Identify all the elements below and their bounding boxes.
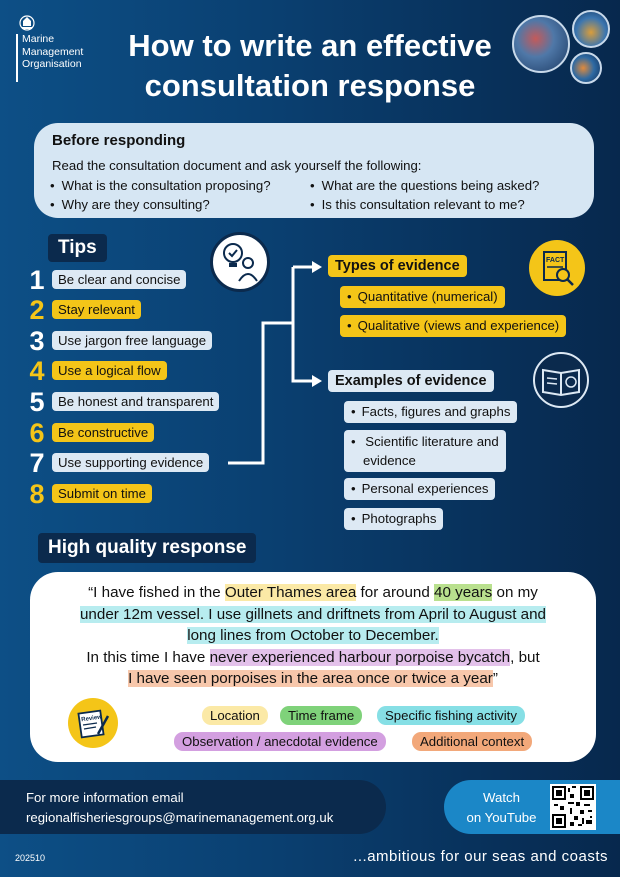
youtube-link[interactable] xyxy=(444,780,620,834)
svg-text:FACT: FACT xyxy=(546,257,565,264)
qr-code[interactable] xyxy=(550,784,596,830)
page-title: How to write an effective consultation response xyxy=(128,28,492,103)
tip-number: 6 xyxy=(29,418,45,448)
legend-time-frame: Time frame xyxy=(280,706,362,725)
review-document-icon xyxy=(68,698,118,748)
tip-label: Be honest and transparent xyxy=(52,392,219,411)
tip-label: Submit on time xyxy=(52,484,152,503)
tips-heading: Tips xyxy=(48,234,107,262)
tip-label: Use supporting evidence xyxy=(52,453,209,472)
evidence-type-item: • Qualitative (views and experience) xyxy=(340,315,566,337)
evidence-example-item: • Personal experiences xyxy=(344,478,495,500)
harbour-photo xyxy=(572,10,610,48)
document-code: 202510 xyxy=(15,853,46,863)
evidence-example-item: • Photographs xyxy=(344,508,443,530)
contact-info xyxy=(0,780,386,834)
tip-label: Stay relevant xyxy=(52,300,141,319)
examples-of-evidence-heading: Examples of evidence xyxy=(328,370,494,392)
question-item: • What are the questions being asked? xyxy=(310,176,539,195)
tip-number: 7 xyxy=(29,448,45,478)
evidence-type-item: • Quantitative (numerical) xyxy=(340,286,505,308)
tagline: ...ambitious for our seas and coasts xyxy=(353,848,608,865)
question-item: • Why are they consulting? xyxy=(50,195,271,214)
evidence-example-item: • Scientific literature and evidence xyxy=(344,430,506,472)
legend-observation: Observation / anecdotal evidence xyxy=(174,732,386,751)
royal-crest-icon xyxy=(18,14,36,32)
types-of-evidence-heading: Types of evidence xyxy=(328,255,467,277)
tip-number: 1 xyxy=(29,265,45,295)
before-heading: Before responding xyxy=(52,132,186,149)
contact-email-link[interactable]: regionalfisheriesgroups@marinemanagement.org.uk xyxy=(26,810,334,825)
legend-additional-context: Additional context xyxy=(412,732,532,751)
org-name: Marine Management Organisation xyxy=(22,33,84,70)
question-list-left xyxy=(50,176,271,214)
highlight-location: Outer Thames area xyxy=(224,584,357,601)
highlight-fishing-activity: under 12m vessel. I use gillnets and driftnets from April to August and xyxy=(79,605,546,623)
question-item: • Is this consultation relevant to me? xyxy=(310,195,539,214)
legend-fishing-activity: Specific fishing activity xyxy=(377,706,525,725)
fish-photo xyxy=(570,52,602,84)
tip-label: Use a logical flow xyxy=(52,361,167,380)
contact-intro: For more information email xyxy=(26,790,184,805)
open-book-icon xyxy=(533,352,589,408)
high-quality-response-heading: High quality response xyxy=(38,533,256,563)
highlight-fishing-activity: long lines from October to December. xyxy=(187,627,439,644)
question-item: • What is the consultation proposing? xyxy=(50,176,271,195)
youtube-label: Watch on YouTube xyxy=(466,790,537,825)
highlight-additional-context: I have seen porpoises in the area once or twice a year xyxy=(128,670,493,687)
highlight-time-frame: 40 years xyxy=(434,584,493,601)
question-list-right xyxy=(310,176,539,214)
tip-number: 2 xyxy=(29,295,45,325)
tip-label: Use jargon free language xyxy=(52,331,212,350)
evidence-example-item: • Facts, figures and graphs xyxy=(344,401,517,423)
tip-number: 5 xyxy=(29,387,45,417)
fact-sheet-magnifier-icon xyxy=(529,240,585,296)
before-intro: Read the consultation document and ask yourself the following: xyxy=(52,158,422,173)
lightbulb-person-icon xyxy=(210,232,270,292)
tip-number: 4 xyxy=(29,356,45,386)
tip-label: Be clear and concise xyxy=(52,270,186,289)
highlight-observation: never experienced harbour porpoise bycatch xyxy=(209,648,511,666)
mmo-logo xyxy=(16,14,106,74)
svg-text:Review: Review xyxy=(80,714,103,724)
before-responding-panel xyxy=(34,123,594,218)
fishing-boat-photo xyxy=(512,15,570,73)
legend-location: Location xyxy=(202,706,268,725)
tip-number: 3 xyxy=(29,326,45,356)
tip-number: 8 xyxy=(29,479,45,509)
tip-label: Be constructive xyxy=(52,423,154,442)
example-quote: “I have fished in the Outer Thames area for around 40 years on my under 12m vessel. I use gillnets and driftnets from April to August and long lines from October to December. In this time I have never experienced harbour porpoise bycatch, but I have seen porpoises in the area once or twice a year” xyxy=(79,584,546,687)
